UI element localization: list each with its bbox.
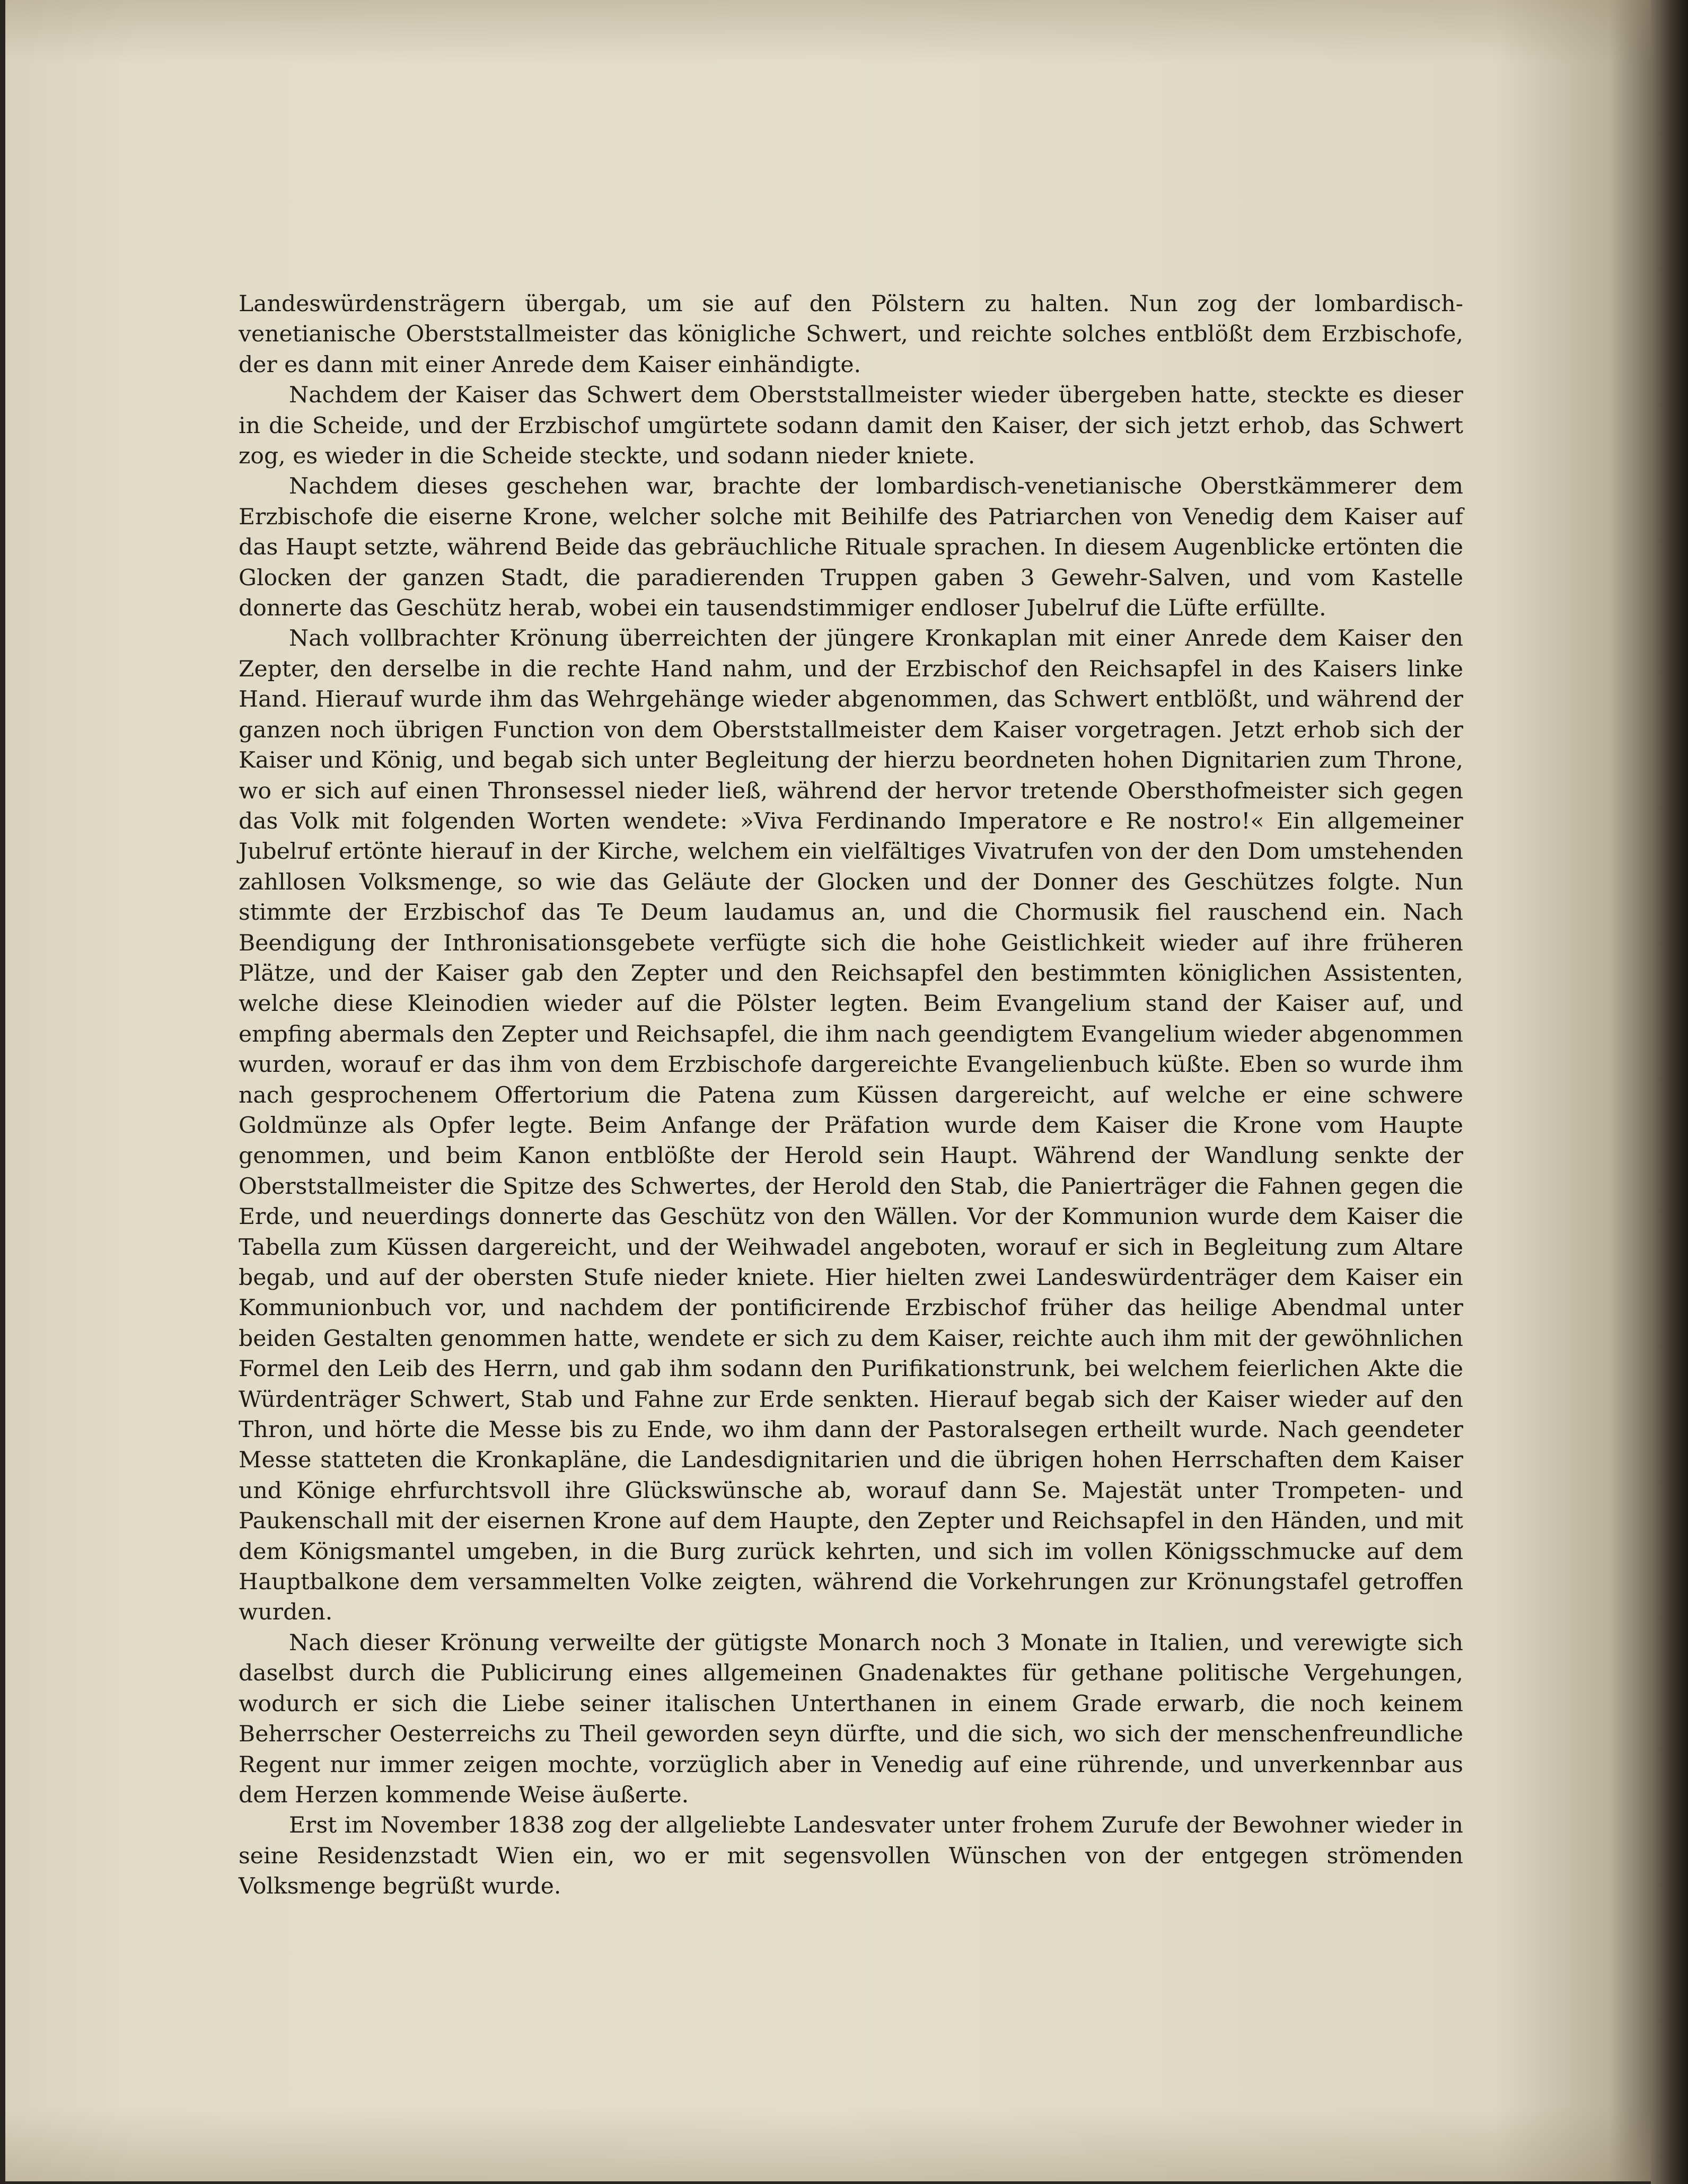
paragraph-3: Nachdem dieses geschehen war, brachte der lombardisch-venetianische Oberstkämmerer dem Erzbischofe die eiserne Krone, welcher solche mit Beihilfe des Patriarchen von Venedig dem Kaiser auf das Haupt setzte, während Beide das gebräuchliche Rituale sprachen. In diesem Augenblicke ertönten die Glocken der ganzen Stadt, die paradierenden Truppen gaben 3 Gewehr-Salven, und vom Kastelle donnerte das Geschütz herab, wobei ein tausendstimmiger endloser Jubelruf die Lüfte erfüllte. — [239, 473, 1463, 622]
page-stain-bottom — [5, 2107, 1659, 2181]
body-text — [239, 289, 1463, 1902]
paragraph-6: Erst im November 1838 zog der allgeliebte Landesvater unter frohem Zurufe der Bewohner wieder in seine Residenzstadt Wien ein, wo er mit segensvollen Wünschen von der entgegen strömenden Volksmenge begrüßt wurde. — [239, 1812, 1463, 1900]
page-stain-top — [5, 0, 1659, 64]
paragraph-2: Nachdem der Kaiser das Schwert dem Oberststallmeister wieder übergeben hatte, steckte es dieser in die Scheide, und der Erzbischof umgürtete sodann damit den Kaiser, der sich jetzt erhob, das Schwert zog, es wieder in die Scheide steckte, und sodann nieder kniete. — [239, 382, 1463, 470]
paragraph-5: Nach dieser Krönung verweilte der gütigste Monarch noch 3 Monate in Italien, und verewigte sich daselbst durch die Publicirung eines allgemeinen Gnadenaktes für gethane politische Vergehungen, wodurch er sich die Liebe seiner italischen Unterthanen in einem Grade erwarb, die noch keinem Beherrscher Oesterreichs zu Theil geworden seyn dürfte, und die sich, wo sich der menschenfreundliche Regent nur immer zeigen mochte, vorzüglich aber in Venedig auf eine rührende, und unverkennbar aus dem Herzen kommende Weise äußerte. — [239, 1630, 1463, 1808]
paragraph-1: Landeswürdensträgern übergab, um sie auf den Pölstern zu halten. Nun zog der lombardisch-venetianische Oberststallmeister das königliche Schwert, und reichte solches entblößt dem Erzbischofe, der es dann mit einer Anrede dem Kaiser einhändigte. — [239, 291, 1463, 378]
paragraph-4: Nach vollbrachter Krönung überreichten der jüngere Kronkaplan mit einer Anrede dem Kaiser den Zepter, den derselbe in die rechte Hand nahm, und der Erzbischof den Reichsapfel in des Kaisers linke Hand. Hierauf wurde ihm das Wehrgehänge wieder abgenommen, das Schwert entblößt, und während der ganzen noch übrigen Function von dem Oberststallmeister dem Kaiser vorgetragen. Jetzt erhob sich der Kaiser und König, und begab sich unter Begleitung der hierzu beordneten hohen Dignitarien zum Throne, wo er sich auf einen Thronsessel nieder ließ, während der hervor tretende Obersthofmeister sich gegen das Volk mit folgenden Worten wendete: »Viva Ferdinando Imperatore e Re nostro!« Ein allgemeiner Jubelruf ertönte hierauf in der Kirche, welchem ein vielfältiges Vivatrufen von der den Dom umstehenden zahllosen Volksmenge, so wie das Geläute der Glocken und der Donner des Geschützes folgte. Nun stimmte der Erzbischof das Te Deum laudamus an, und die Chormusik fiel rauschend ein. Nach Beendigung der Inthronisationsgebete verfügte sich die hohe Geistlichkeit wieder auf ihre früheren Plätze, und der Kaiser gab den Zepter und den Reichsapfel den bestimmten königlichen Assistenten, welche diese Kleinodien wieder auf die Pölster legten. Beim Evangelium stand der Kaiser auf, und empfing abermals den Zepter und Reichsapfel, die ihm nach geendigtem Evangelium wieder abgenommen wurden, worauf er das ihm von dem Erzbischofe dargereichte Evangelienbuch küßte. Eben so wurde ihm nach gesprochenem Offertorium die Patena zum Küssen dargereicht, auf welche er eine schwere Goldmünze als Opfer legte. Beim Anfange der Präfation wurde dem Kaiser die Krone vom Haupte genommen, und beim Kanon entblößte der Herold sein Haupt. Während der Wandlung senkte der Oberststallmeister die Spitze des Schwertes, der Herold den Stab, die Panierträger die Fahnen gegen die Erde, und neuerdings donnerte das Geschütz von den Wällen. Vor der Kommunion wurde dem Kaiser die Tabella zum Küssen dargereicht, und der Weihwadel angeboten, worauf er sich in Begleitung zum Altare begab, und auf der obersten Stufe nieder kniete. Hier hielten zwei Landeswürdenträger dem Kaiser ein Kommunionbuch vor, und nachdem der pontificirende Erzbischof früher das heilige Abendmal unter beiden Gestalten genommen hatte, wendete er sich zu dem Kaiser, reichte auch ihm mit der gewöhnlichen Formel den Leib des Herrn, und gab ihm sodann den Purifikationstrunk, bei welchem feierlichen Akte die Würdenträger Schwert, Stab und Fahne zur Erde senkten. Hierauf begab sich der Kaiser wieder auf den Thron, und hörte die Messe bis zu Ende, wo ihm dann der Pastoralsegen ertheilt wurde. Nach geendeter Messe statteten die Kronkapläne, die Landesdignitarien und die übrigen hohen Herrschaften dem Kaiser und Könige ehrfurchtsvoll ihre Glückswünsche ab, worauf dann Se. Majestät unter Trompeten- und Paukenschall mit der eisernen Krone auf dem Haupte, den Zepter und Reichsapfel in den Händen, und mit dem Königsmantel umgeben, in die Burg zurück kehrten, und sich im vollen Königsschmucke auf dem Hauptbalkone dem versammelten Volke zeigten, während die Vorkehrungen zur Krönungstafel getroffen wurden. — [239, 626, 1463, 1626]
book-page — [5, 0, 1659, 2181]
book-gutter — [1651, 0, 1688, 2184]
